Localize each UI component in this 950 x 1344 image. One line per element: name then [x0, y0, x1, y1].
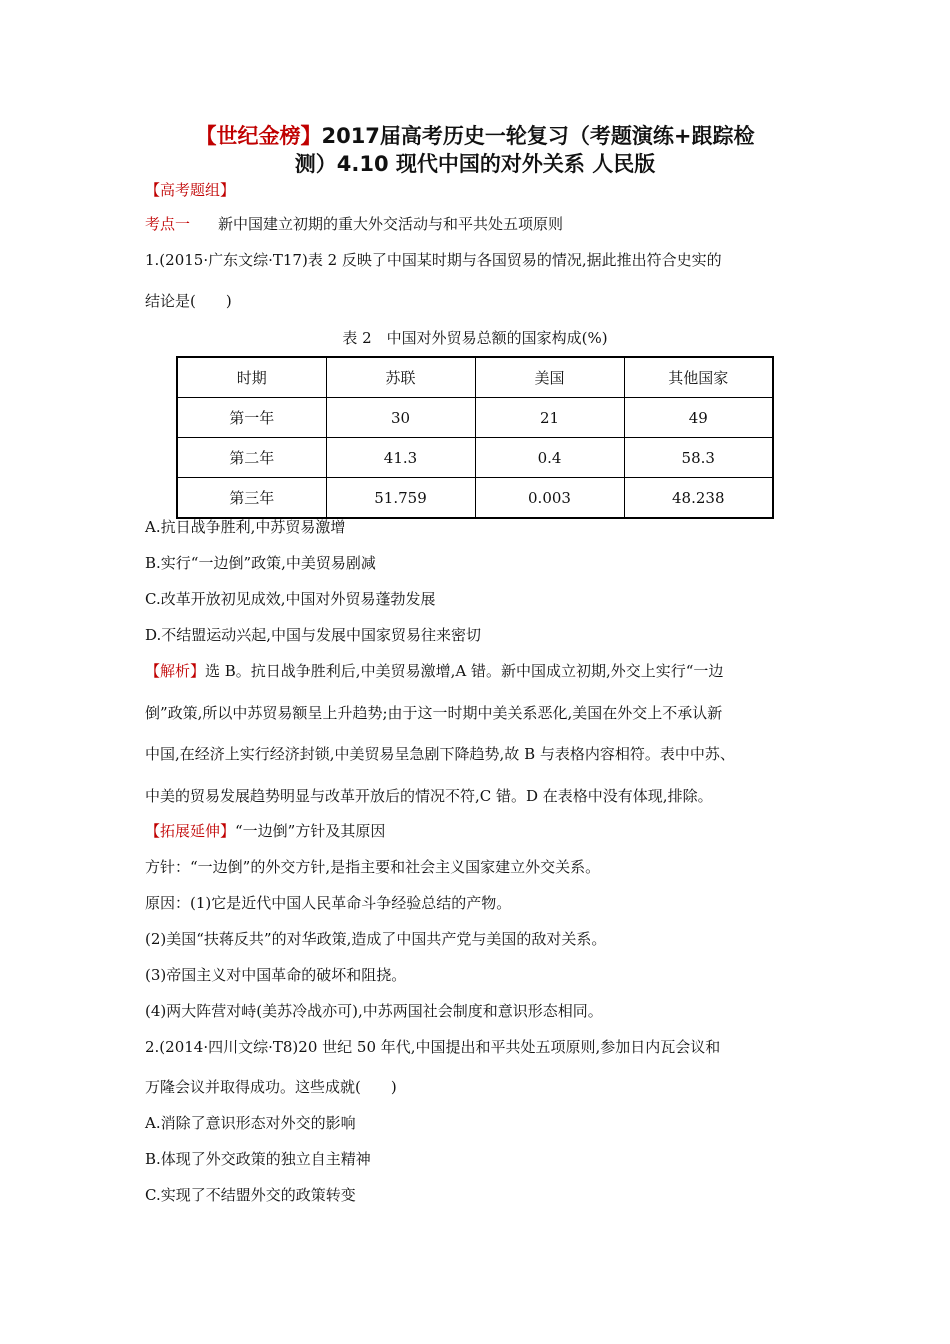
trade-table: [176, 356, 774, 519]
title-line-2: 测）4.10 现代中国的对外关系 人民版: [294, 152, 656, 176]
analysis-line-4: 中美的贸易发展趋势明显与改革开放后的情况不符,C 错。D 在表格中没有体现,排除。: [145, 787, 713, 805]
q1-option-d: D.不结盟运动兴起,中国与发展中国家贸易往来密切: [145, 626, 482, 644]
table-cell: 58.3: [624, 438, 773, 478]
q1-stem-line-2: 结论是( ): [145, 292, 232, 310]
document-title: [0, 122, 950, 178]
section-label: 【高考题组】: [145, 181, 236, 199]
analysis-label: 【解析】: [145, 662, 206, 680]
table-caption: 表 2 中国对外贸易总额的国家构成(%): [342, 329, 608, 347]
q2-stem-line-1: 2.(2014·四川文综·T8)20 世纪 50 年代,中国提出和平共处五项原则,参加日内瓦会议和: [145, 1038, 721, 1056]
exam-point-text: 新中国建立初期的重大外交活动与和平共处五项原则: [218, 215, 564, 233]
q2-option-a: A.消除了意识形态对外交的影响: [145, 1114, 356, 1132]
table-header-row: [177, 357, 773, 398]
table-cell: 第三年: [177, 478, 326, 519]
table-header-cell: 美国: [475, 357, 624, 398]
table-header-cell: 时期: [177, 357, 326, 398]
table-cell: 49: [624, 398, 773, 438]
table-cell: 21: [475, 398, 624, 438]
exam-point-label: 考点一: [145, 215, 191, 233]
extension-label: 【拓展延伸】: [145, 822, 236, 840]
q1-stem-line-1: 1.(2015·广东文综·T17)表 2 反映了中国某时期与各国贸易的情况,据此推出符合史实的: [145, 251, 722, 269]
extension-heading: [145, 820, 385, 841]
title-line-1: [0, 122, 950, 150]
table-row: [177, 398, 773, 438]
extension-reason-2: (2)美国“扶蒋反共”的对华政策,造成了中国共产党与美国的敌对关系。: [145, 930, 607, 948]
q2-option-b: B.体现了外交政策的独立自主精神: [145, 1150, 371, 1168]
table-header-cell: 其他国家: [624, 357, 773, 398]
title-line-1-text: 2017届高考历史一轮复习（考题演练+跟踪检: [321, 124, 755, 148]
analysis-line-3: 中国,在经济上实行经济封锁,中美贸易呈急剧下降趋势,故 B 与表格内容相符。表中中苏、: [145, 745, 735, 763]
analysis-line-2: 倒”政策,所以中苏贸易额呈上升趋势;由于这一时期中美关系恶化,美国在外交上不承认新: [145, 704, 723, 722]
table-cell: 51.759: [326, 478, 475, 519]
extension-reason-4: (4)两大阵营对峙(美苏冷战亦可),中苏两国社会制度和意识形态相同。: [145, 1002, 603, 1020]
table-header-cell: 苏联: [326, 357, 475, 398]
table-cell: 0.4: [475, 438, 624, 478]
q2-option-c: C.实现了不结盟外交的政策转变: [145, 1186, 356, 1204]
extension-reason-1: 原因：(1)它是近代中国人民革命斗争经验总结的产物。: [145, 894, 512, 912]
table-cell: 41.3: [326, 438, 475, 478]
table-cell: 30: [326, 398, 475, 438]
q2-stem-line-2: 万隆会议并取得成功。这些成就( ): [145, 1078, 397, 1096]
extension-policy: 方针：“一边倒”的外交方针,是指主要和社会主义国家建立外交关系。: [145, 858, 601, 876]
q1-option-b: B.实行“一边倒”政策,中美贸易剧减: [145, 554, 376, 572]
table-cell: 48.238: [624, 478, 773, 519]
table-cell: 第二年: [177, 438, 326, 478]
analysis-line-1: [145, 660, 723, 681]
table-cell: 0.003: [475, 478, 624, 519]
table-cell: 第一年: [177, 398, 326, 438]
q1-option-a: A.抗日战争胜利,中苏贸易激增: [145, 518, 346, 536]
table-row: [177, 438, 773, 478]
title-bracket: 【世纪金榜】: [195, 124, 322, 148]
extension-title: “一边倒”方针及其原因: [235, 822, 386, 840]
table-row: [177, 478, 773, 519]
exam-point: [145, 213, 563, 234]
analysis-text: 选 B。抗日战争胜利后,中美贸易激增,A 错。新中国成立初期,外交上实行“一边: [205, 662, 724, 680]
q1-option-c: C.改革开放初见成效,中国对外贸易蓬勃发展: [145, 590, 436, 608]
extension-reason-3: (3)帝国主义对中国革命的破坏和阻挠。: [145, 966, 407, 984]
